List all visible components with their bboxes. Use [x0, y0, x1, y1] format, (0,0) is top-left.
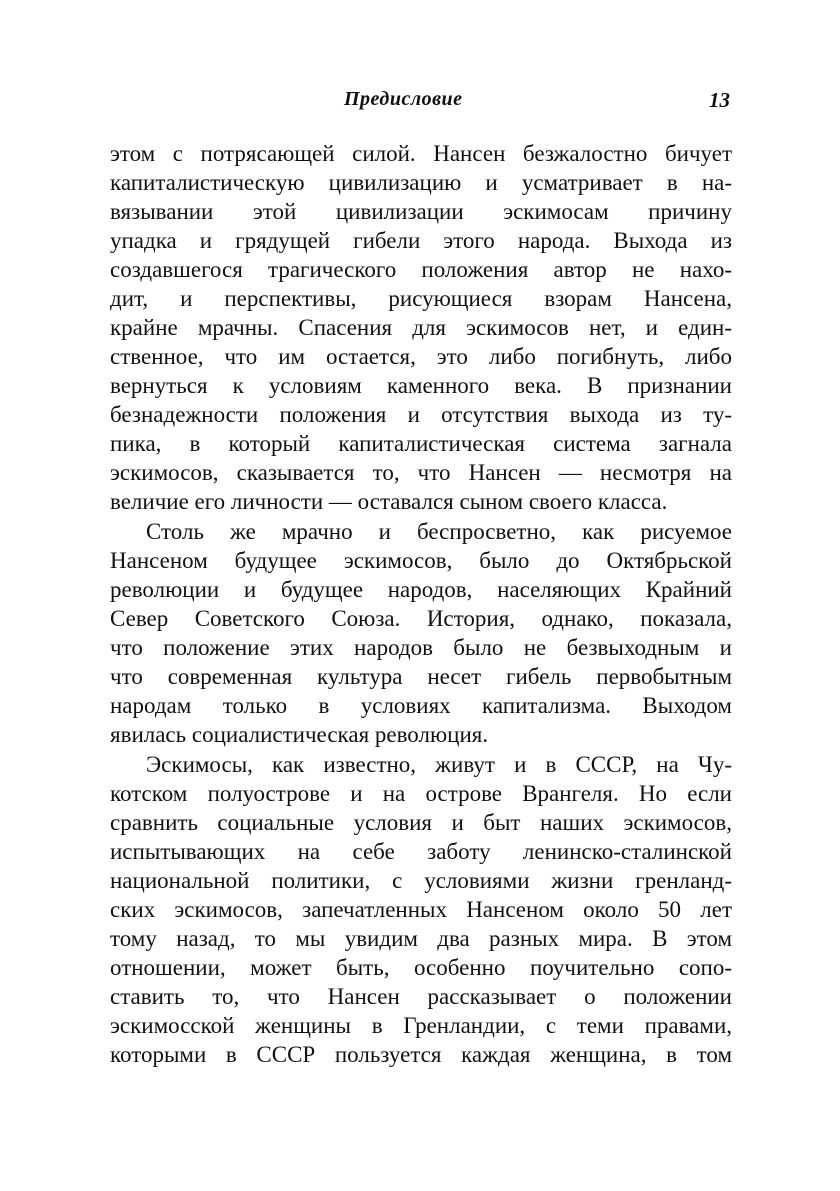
text-line: пика, в который капиталистическая система загнала	[110, 431, 732, 456]
text-line: котском полуострове и на острове Врангеля. Но если	[110, 781, 732, 806]
text-line: ставить то, что Нансен рассказывает о положении	[110, 984, 732, 1009]
paragraph-2	[110, 517, 732, 749]
text-line: эскимосов, сказывается то, что Нансен — несмотря на	[110, 460, 732, 485]
text-line: которыми в СССР пользуется каждая женщина, в том	[110, 1042, 732, 1067]
body-text	[110, 139, 732, 1069]
text-line: крайне мрачны. Спасения для эскимосов нет, и един-	[110, 315, 732, 340]
text-line: тому назад, то мы увидим два разных мира. В этом	[110, 926, 732, 951]
text-line: Столь же мрачно и беспросветно, как рисуемое	[146, 519, 732, 544]
text-line: дит, и перспективы, рисующиеся взорам Нансена,	[110, 286, 732, 311]
text-line: Эскимосы, как известно, живут и в СССР, на Чу-	[146, 752, 732, 777]
text-line: упадка и грядущей гибели этого народа. Выхода из	[110, 228, 732, 253]
text-line: Нансеном будущее эскимосов, было до Октябрьской	[110, 548, 732, 573]
text-line: сравнить социальные условия и быт наших эскимосов,	[110, 810, 732, 835]
text-line: испытывающих на себе заботу ленинско-сталинской	[110, 839, 732, 864]
text-line: Север Советского Союза. История, однако, показала,	[110, 606, 732, 631]
text-line: эскимосской женщины в Гренландии, с теми правами,	[110, 1013, 732, 1038]
paragraph-1	[110, 139, 732, 516]
text-line: вязывании этой цивилизации эскимосам причину	[110, 199, 732, 224]
text-line: безнадежности положения и отсутствия выхода из ту-	[110, 402, 732, 427]
text-line: что положение этих народов было не безвыходным и	[110, 635, 732, 660]
paragraph-3	[110, 750, 732, 1069]
page-number: 13	[709, 88, 730, 112]
text-line: капиталистическую цивилизацию и усматривает в на-	[110, 170, 732, 195]
text-line: ственное, что им остается, это либо погибнуть, либо	[110, 344, 732, 369]
text-line: вернуться к условиям каменного века. В признании	[110, 373, 732, 398]
text-line: ских эскимосов, запечатленных Нансеном около 50 лет	[110, 897, 732, 922]
text-line: народам только в условиях капитализма. Выходом	[110, 693, 732, 718]
running-header	[110, 88, 732, 118]
text-line: национальной политики, с условиями жизни гренланд-	[110, 868, 732, 893]
text-line: создавшегося трагического положения автор не нахо-	[110, 257, 732, 282]
text-line: этом с потрясающей силой. Нансен безжалостно бичует	[110, 141, 732, 166]
text-line: отношении, может быть, особенно поучительно сопо-	[110, 955, 732, 980]
text-line: революции и будущее народов, населяющих Крайний	[110, 577, 732, 602]
text-line: величие его личности — оставался сыном своего класса.	[110, 489, 668, 514]
text-line: что современная культура несет гибель первобытным	[110, 664, 732, 689]
text-line: явилась социалистическая революция.	[110, 722, 489, 747]
running-title: Предисловие	[344, 88, 463, 110]
